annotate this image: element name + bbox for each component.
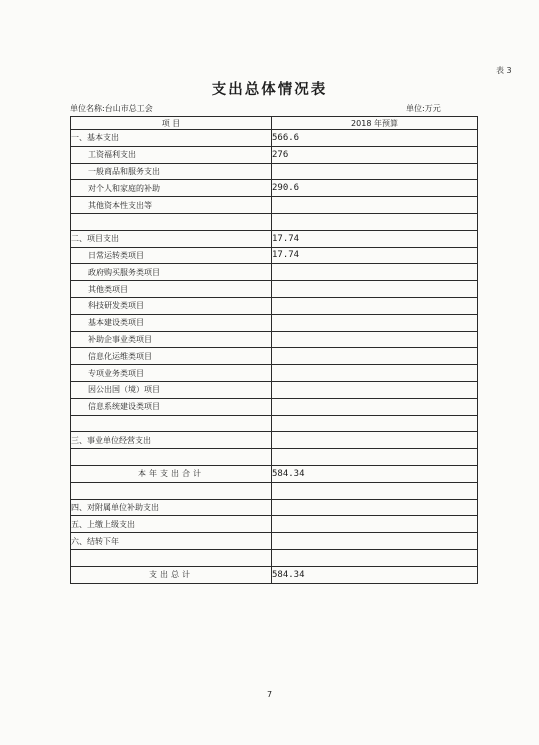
row-label: 本年支出合计 (71, 465, 272, 482)
table-row (71, 516, 478, 533)
row-label: 五、上缴上级支出 (71, 516, 272, 533)
currency-unit-label: 单位:万元 (406, 104, 441, 113)
row-label: 专项业务类项目 (71, 365, 272, 382)
table-row (71, 213, 478, 230)
row-value (272, 331, 478, 348)
row-value (272, 549, 478, 566)
row-label: 政府购买服务类项目 (71, 264, 272, 281)
unit-name-label: 单位名称:台山市总工会 (70, 104, 153, 113)
table-row (71, 549, 478, 566)
row-label: 六、结转下年 (71, 533, 272, 550)
row-label: 一、基本支出 (71, 130, 272, 147)
row-value (272, 449, 478, 466)
row-value (272, 365, 478, 382)
table-row (71, 331, 478, 348)
table-row (71, 566, 478, 583)
table-row (71, 398, 478, 415)
table-row (71, 130, 478, 147)
page-title: 支出总体情况表 (211, 82, 328, 98)
row-label: 科技研发类项目 (71, 297, 272, 314)
row-label (71, 449, 272, 466)
row-label: 基本建设类项目 (71, 314, 272, 331)
table-row (71, 163, 478, 180)
row-value: 17.74 (272, 230, 478, 247)
table-row (71, 499, 478, 516)
row-value (272, 281, 478, 298)
table-row (71, 348, 478, 365)
row-label: 日常运转类项目 (71, 247, 272, 264)
table-row (71, 482, 478, 499)
row-value (272, 163, 478, 180)
table-row (71, 314, 478, 331)
table-row (71, 146, 478, 163)
column-header-item: 项 目 (71, 117, 272, 130)
row-value: 290.6 (272, 180, 478, 197)
row-value: 566.6 (272, 130, 478, 147)
row-label (71, 415, 272, 432)
row-value (272, 297, 478, 314)
row-label: 其他资本性支出等 (71, 197, 272, 214)
table-row (71, 449, 478, 466)
row-label: 补助企事业类项目 (71, 331, 272, 348)
table-row (71, 297, 478, 314)
row-value (272, 415, 478, 432)
row-label (71, 482, 272, 499)
row-label: 信息系统建设类项目 (71, 398, 272, 415)
row-value: 584.34 (272, 465, 478, 482)
row-value (272, 432, 478, 449)
table-row (71, 264, 478, 281)
row-value (272, 398, 478, 415)
table-row (71, 247, 478, 264)
row-label: 二、项目支出 (71, 230, 272, 247)
column-header-budget: 2018 年预算 (272, 117, 478, 130)
row-value (272, 197, 478, 214)
row-label: 四、对附属单位补助支出 (71, 499, 272, 516)
row-value: 276 (272, 146, 478, 163)
row-label: 对个人和家庭的补助 (71, 180, 272, 197)
table-row (71, 365, 478, 382)
row-label (71, 213, 272, 230)
table-header-row (71, 117, 478, 130)
row-value (272, 264, 478, 281)
table-row (71, 381, 478, 398)
row-label: 一般商品和服务支出 (71, 163, 272, 180)
table-row (71, 180, 478, 197)
row-value (272, 482, 478, 499)
row-label (71, 549, 272, 566)
table-row (71, 197, 478, 214)
row-value (272, 499, 478, 516)
row-value (272, 516, 478, 533)
row-label: 其他类项目 (71, 281, 272, 298)
table-row (71, 465, 478, 482)
row-label: 三、事业单位经营支出 (71, 432, 272, 449)
row-value (272, 381, 478, 398)
row-label: 工资福利支出 (71, 146, 272, 163)
row-label: 因公出国（境）项目 (71, 381, 272, 398)
table-row (71, 281, 478, 298)
table-row (71, 533, 478, 550)
page-number: 7 (266, 690, 273, 699)
expenditure-table (70, 116, 478, 584)
row-value (272, 348, 478, 365)
row-label: 信息化运维类项目 (71, 348, 272, 365)
row-label: 支出总计 (71, 566, 272, 583)
table-number-label: 表 3 (496, 66, 512, 75)
row-value (272, 314, 478, 331)
row-value (272, 533, 478, 550)
table-row (71, 415, 478, 432)
table-row (71, 432, 478, 449)
row-value (272, 213, 478, 230)
row-value: 584.34 (272, 566, 478, 583)
table-row (71, 230, 478, 247)
row-value: 17.74 (272, 247, 478, 264)
